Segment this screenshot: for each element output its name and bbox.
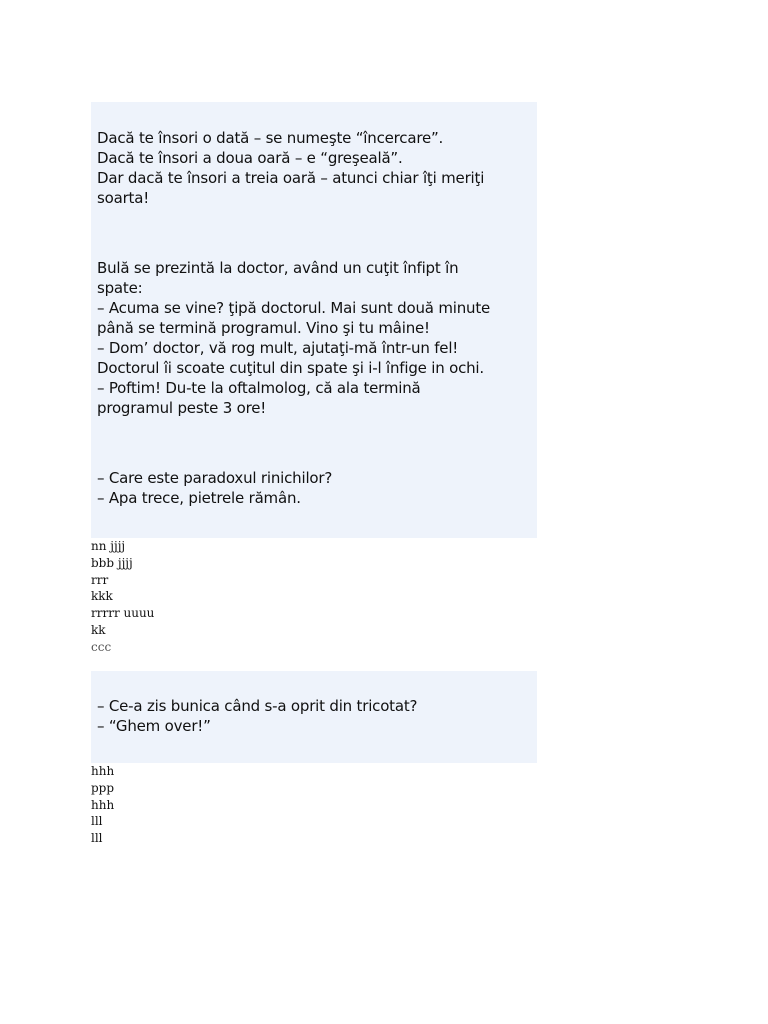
filler-list-2: [91, 763, 114, 847]
filler-line: rrrrr uuuu: [91, 606, 155, 621]
joke-block-2: [91, 671, 537, 763]
joke-1-line: Dar dacă te însori a treia oară – atunci chiar îţi meriţi: [97, 169, 485, 187]
joke-1-line: Dacă te însori a doua oară – e “greşeală”.: [97, 149, 403, 167]
filler-line: hhh: [91, 764, 115, 778]
joke-2-line: spate:: [97, 279, 143, 297]
joke-3-line: – Care este paradoxul rinichilor?: [97, 469, 333, 487]
filler-line: rrr: [91, 572, 109, 587]
filler-line: kkk: [91, 589, 113, 604]
joke-2-line: până se termină programul. Vino şi tu mâine!: [97, 319, 430, 337]
filler-list-1: [91, 538, 154, 656]
joke-2: [97, 258, 529, 418]
filler-line: ppp: [91, 780, 115, 795]
joke-2-line: Bulă se prezintă la doctor, având un cuţit înfipt în: [97, 259, 459, 277]
joke-1-line: Dacă te însori o dată – se numeşte “încercare”.: [97, 129, 444, 147]
filler-line: lll: [91, 831, 103, 846]
joke-1-line: soarta!: [97, 189, 150, 207]
joke-4-line: – Ce-a zis bunica când s-a oprit din tricotat?: [97, 697, 418, 715]
filler-line: hhh: [91, 797, 115, 812]
filler-line: ccc: [91, 639, 112, 654]
filler-line: nn jjjj: [91, 539, 126, 553]
filler-line: kk: [91, 622, 106, 637]
joke-block-1: [91, 102, 537, 538]
joke-2-line: Doctorul îi scoate cuţitul din spate şi i-l înfige in ochi.: [97, 359, 484, 377]
joke-3: [97, 468, 529, 508]
joke-1: [97, 128, 529, 208]
joke-2-line: – Dom’ doctor, vă rog mult, ajutaţi-mă într-un fel!: [97, 339, 459, 357]
joke-4-line: – “Ghem over!”: [97, 717, 211, 735]
joke-3-line: – Apa trece, pietrele rămân.: [97, 489, 301, 507]
joke-2-line: programul peste 3 ore!: [97, 399, 267, 417]
filler-line: lll: [91, 814, 103, 829]
joke-2-line: – Poftim! Du-te la oftalmolog, că ala termină: [97, 379, 421, 397]
joke-2-line: – Acuma se vine? ţipă doctorul. Mai sunt două minute: [97, 299, 491, 317]
filler-line: bbb jjjj: [91, 555, 133, 570]
